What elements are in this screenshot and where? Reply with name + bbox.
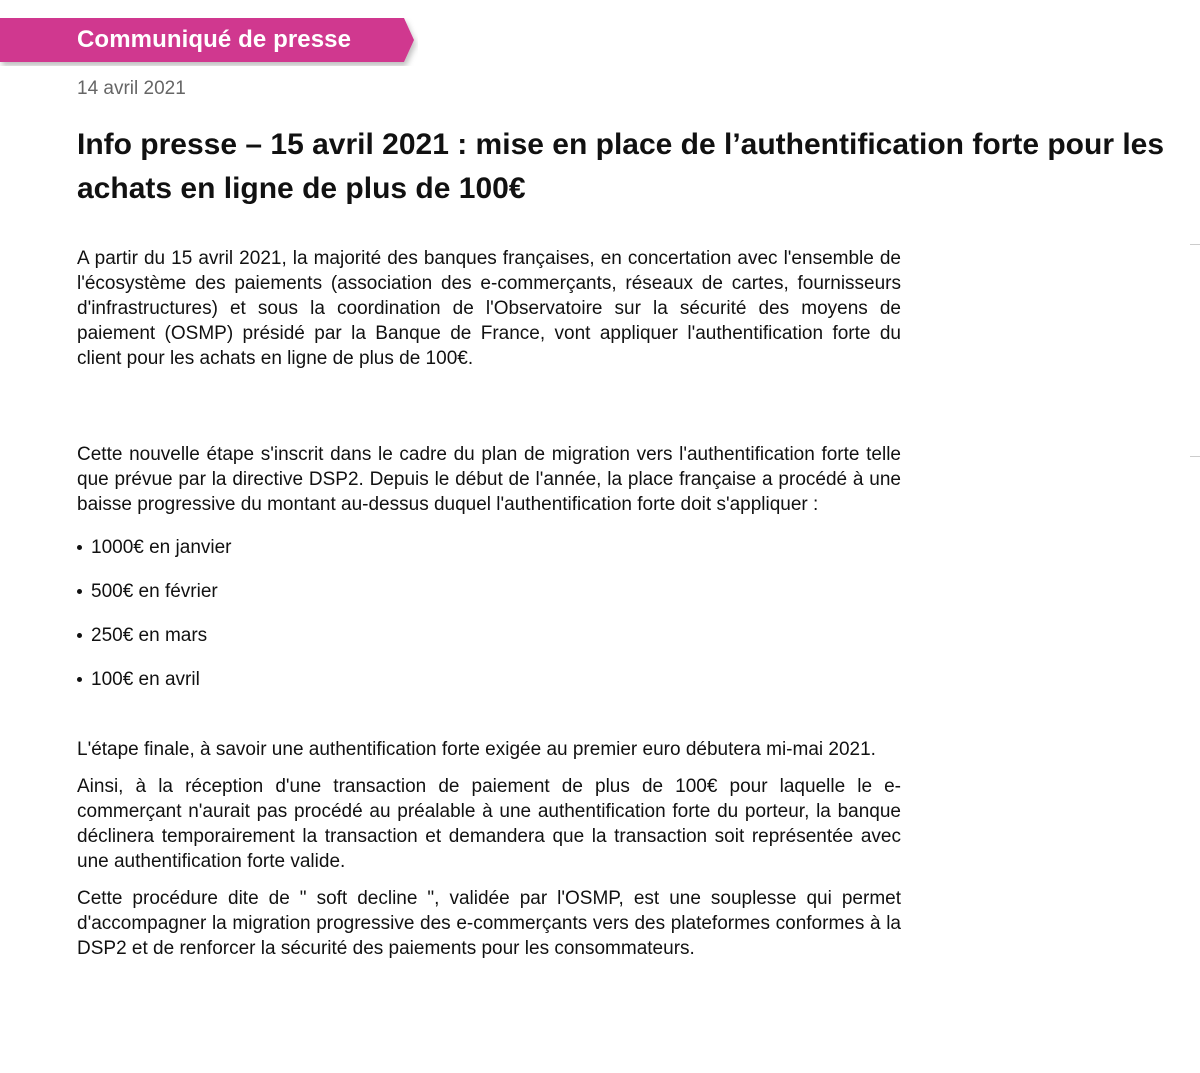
- paragraph-migration-plan: Cette nouvelle étape s'inscrit dans le cadre du plan de migration vers l'authentification forte telle que prévue par la directive DSP2. Depuis le début de l'année, la place française a procédé à une baisse progressive du montant au-dessus duquel l'authentification forte doit s'appliquer :: [77, 444, 901, 515]
- bullet-icon: [77, 545, 82, 550]
- bullet-icon: [77, 633, 82, 638]
- paragraph-final-step: L'étape finale, à savoir une authentification forte exigée au premier euro débutera mi-mai 2021.: [77, 739, 876, 760]
- list-item-label: 500€ en février: [91, 581, 218, 602]
- paragraph-intro: A partir du 15 avril 2021, la majorité des banques françaises, en concertation avec l'ensemble de l'écosystème des paiements (association des e-commerçants, réseaux de cartes, fournisseurs d'infrastructures) et sous la coordination de l'Observatoire sur la sécurité des moyens de paiement (OSMP) présidé par la Banque de France, vont appliquer l'authentification forte du client pour les achats en ligne de plus de 100€.: [77, 248, 901, 369]
- list-item-label: 100€ en avril: [91, 669, 200, 690]
- list-item-label: 250€ en mars: [91, 625, 208, 646]
- banner-label: Communiqué de presse: [77, 26, 352, 53]
- bullet-icon: [77, 589, 82, 594]
- bullet-icon: [77, 677, 82, 682]
- threshold-list: [77, 535, 901, 692]
- publication-date: 14 avril 2021: [77, 78, 186, 99]
- list-item: [77, 667, 901, 692]
- press-release-banner: [0, 18, 418, 66]
- list-item-label: 1000€ en janvier: [91, 537, 232, 558]
- list-item: [77, 535, 901, 560]
- article-body: [77, 246, 901, 961]
- list-item: [77, 579, 901, 604]
- edge-divider: [1190, 244, 1200, 245]
- paragraph-soft-decline-process: Ainsi, à la réception d'une transaction de paiement de plus de 100€ pour laquelle le e-commerçant n'aurait pas procédé au préalable à une authentification forte du porteur, la banque déclinera temporairement la transaction et demandera que la transaction soit représentée avec une authentification forte valide.: [77, 776, 901, 872]
- article-title: Info presse – 15 avril 2021 : mise en place de l’authentification forte pour les achats en ligne de plus de 100€: [77, 128, 1165, 205]
- paragraph-soft-decline-benefit: Cette procédure dite de " soft decline ", validée par l'OSMP, est une souplesse qui permet d'accompagner la migration progressive des e-commerçants vers des plateformes conformes à la DSP2 et de renforcer la sécurité des paiements pour les consommateurs.: [77, 888, 901, 959]
- edge-divider: [1190, 456, 1200, 457]
- list-item: [77, 623, 901, 648]
